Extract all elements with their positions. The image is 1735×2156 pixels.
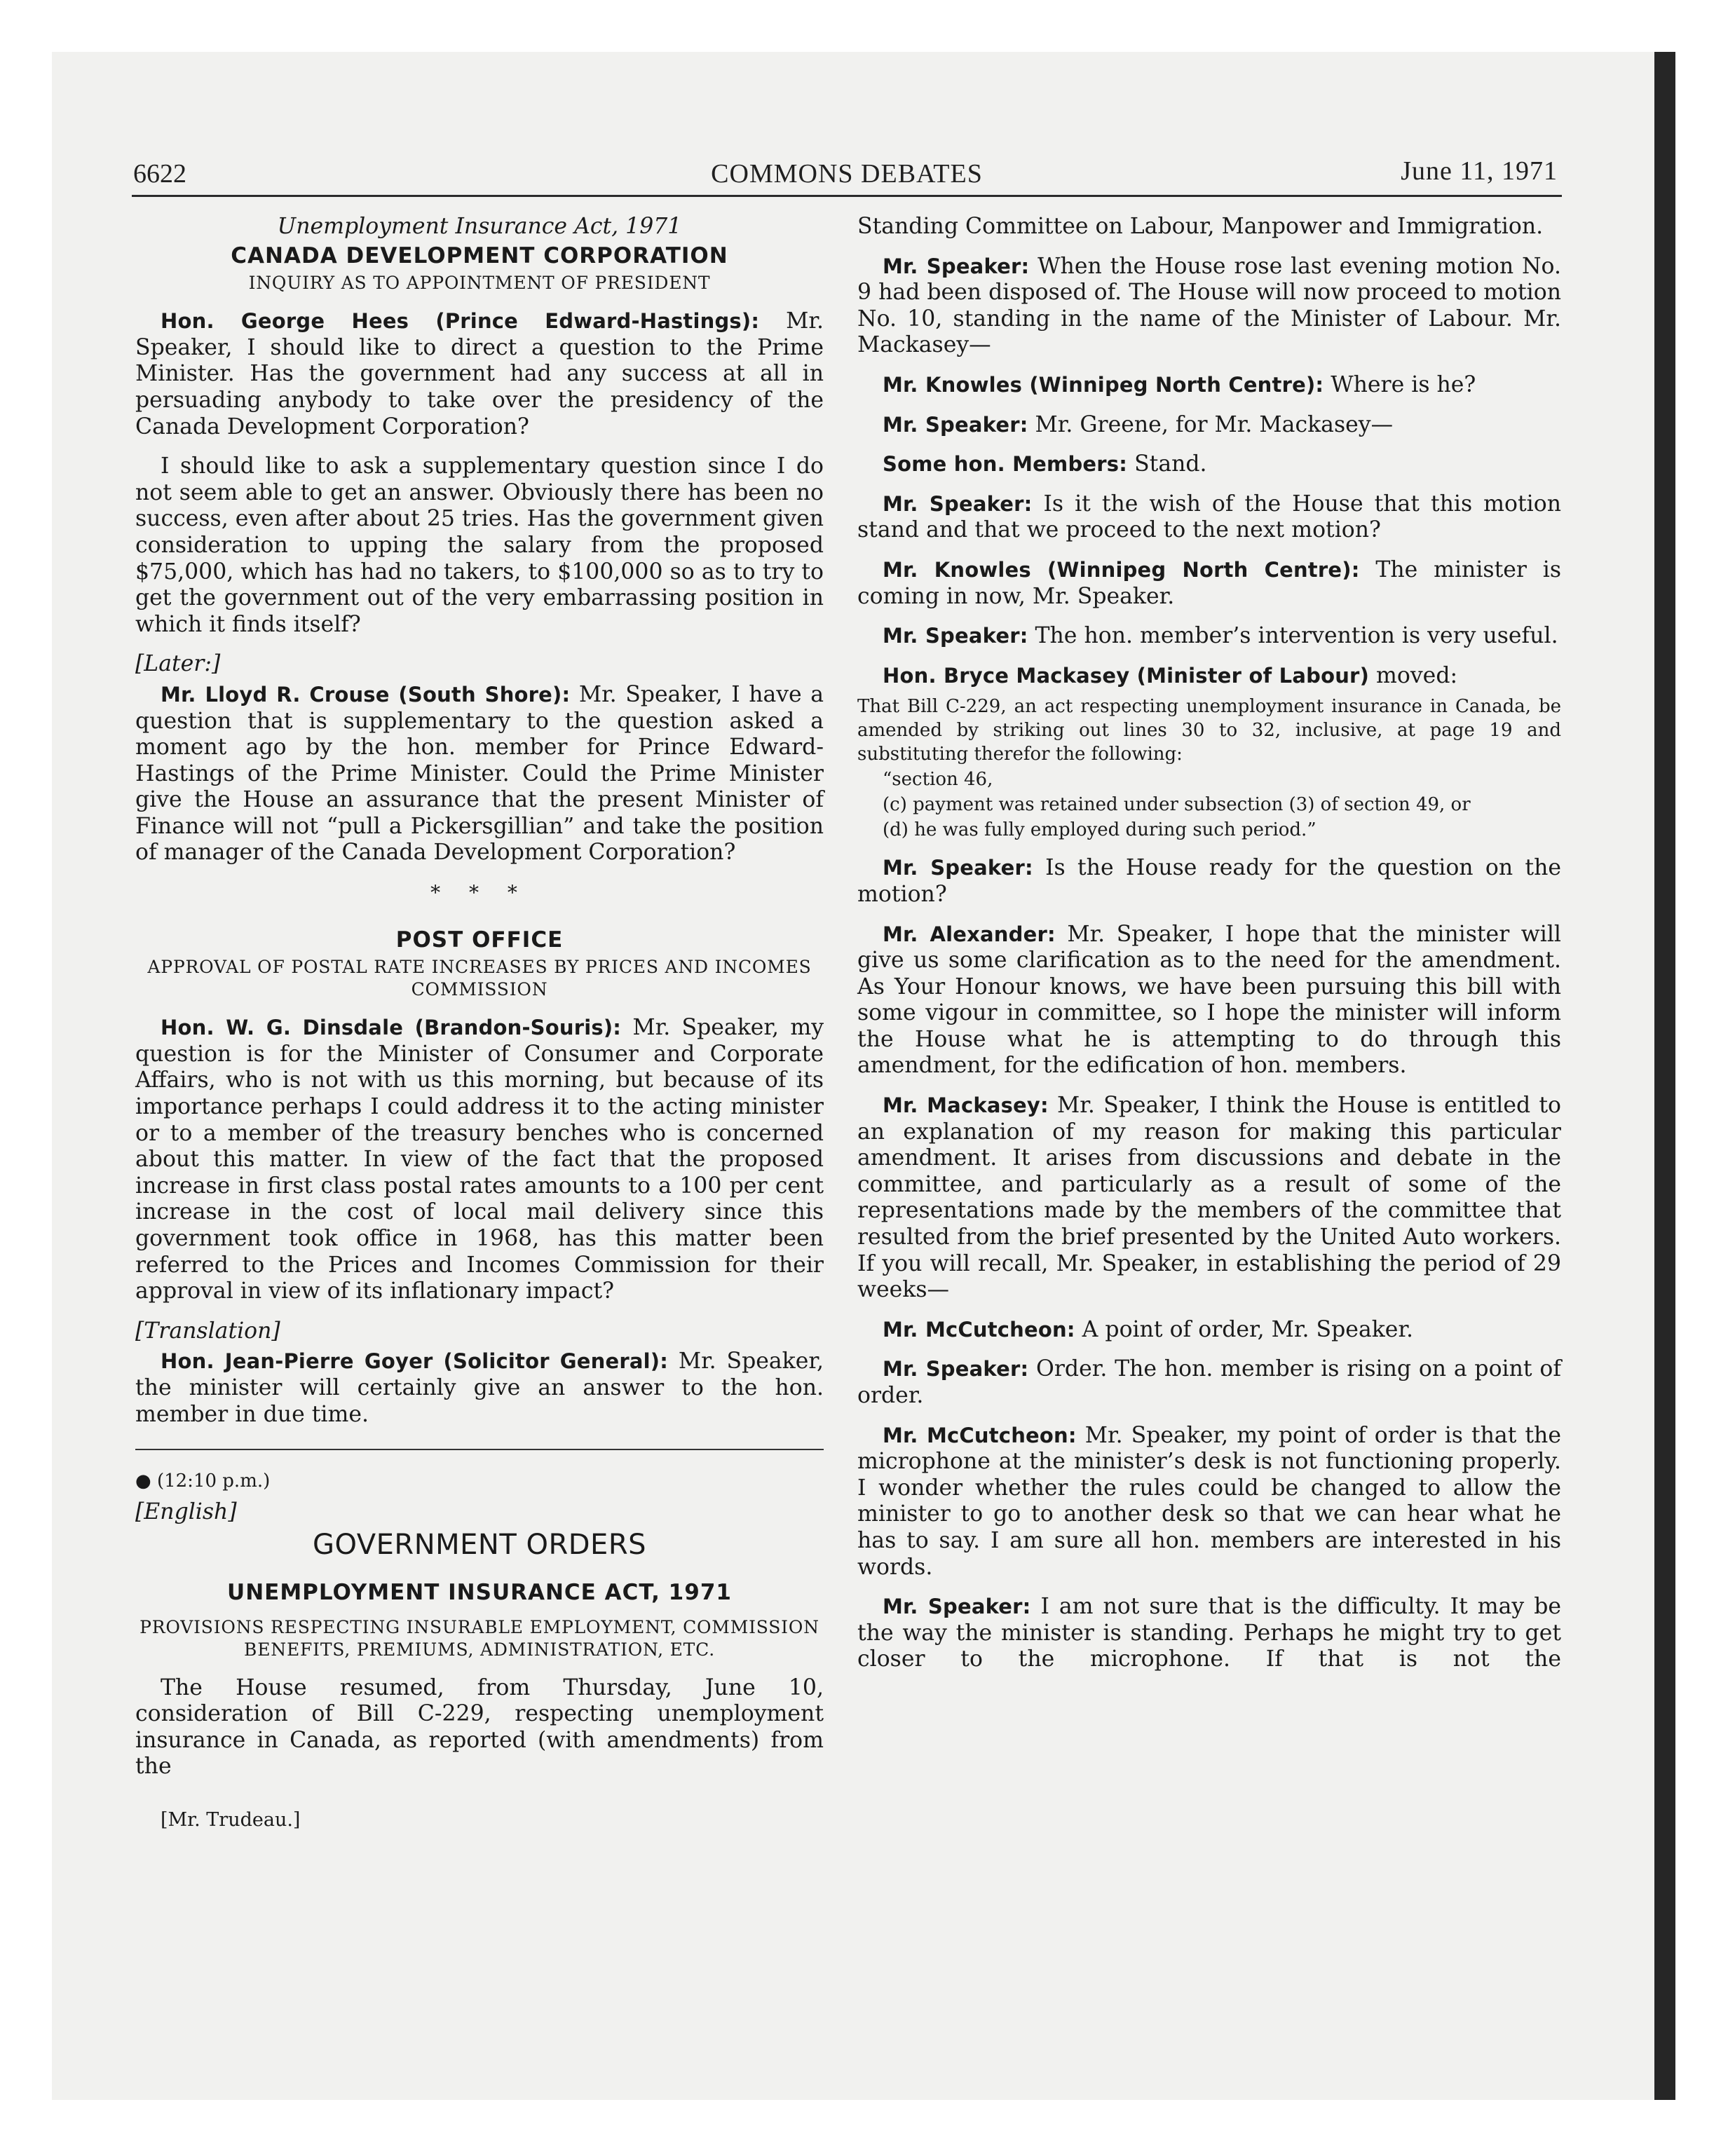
speaker-name: Mr. McCutcheon: <box>883 1423 1077 1447</box>
speech-knowles-1 <box>857 372 1561 399</box>
page-date: June 11, 1971 <box>1401 156 1558 186</box>
speech-alexander <box>857 922 1561 1080</box>
speaker-name: Mr. Knowles (Winnipeg North Centre): <box>883 557 1360 582</box>
section-divider <box>135 1449 824 1450</box>
speech-text: Mr. Speaker, the minister will certainly give an answer to the hon. member in due time. <box>135 1349 824 1427</box>
speaker-name: Hon. W. G. Dinsdale (Brandon-Souris): <box>161 1016 622 1040</box>
speech-speaker-3 <box>857 491 1561 544</box>
speech-mackasey <box>857 1093 1561 1304</box>
bill-subtitle: PROVISIONS RESPECTING INSURABLE EMPLOYMENT, COMMISSION BENEFITS, PREMIUMS, ADMINISTRATION, ETC. <box>140 1616 819 1660</box>
speech-goyer <box>135 1349 824 1428</box>
continued-text: Standing Committee on Labour, Manpower and Immigration. <box>857 214 1544 239</box>
english-marker: [English] <box>135 1499 237 1524</box>
speech-mccutcheon-2 <box>857 1423 1561 1581</box>
speaker-name: Mr. Knowles (Winnipeg North Centre): <box>883 372 1324 397</box>
speech-text: I am not sure that is the difficulty. It may be the way the minister is standing. Perhaps he might try to get closer to the microphone. If that is not the <box>857 1594 1561 1672</box>
speech-knowles-2 <box>857 557 1561 610</box>
proceedings-resumed: The House resumed, from Thursday, June 10, consideration of Bill C-229, respecting unemployment insurance in Canada, as reported (with amendments) from the <box>135 1674 824 1780</box>
speech-mackasey-motion <box>857 663 1561 690</box>
speech-speaker-5 <box>857 855 1561 908</box>
speech-text: The minister is coming in now, Mr. Speaker. <box>857 557 1562 609</box>
speech-speaker-1 <box>857 254 1561 359</box>
speech-speaker-6 <box>857 1356 1561 1409</box>
right-column <box>857 214 1561 1686</box>
speech-text: Stand. <box>1127 451 1207 477</box>
section-subtitle-cdc: INQUIRY AS TO APPOINTMENT OF PRESIDENT <box>248 273 711 294</box>
footer-note: [Mr. Trudeau.] <box>161 1808 301 1831</box>
page-number: 6622 <box>133 159 186 189</box>
section-subtitle-postal-rates: APPROVAL OF POSTAL RATE INCREASES BY PRICES AND INCOMES COMMISSION <box>147 957 812 1000</box>
speaker-name: Some hon. Members: <box>883 452 1128 477</box>
speech-crouse <box>135 682 824 866</box>
motion-quote-line: “section 46, <box>883 769 993 791</box>
speech-speaker-4 <box>857 623 1561 650</box>
scan-edge-shadow <box>1654 52 1675 2100</box>
motion-text: That Bill C-229, an act respecting unemployment insurance in Canada, be amended by striking out lines 30 to 32, inclusive, at page 19 and substituting therefor the following: <box>857 696 1561 765</box>
speech-text: Mr. Speaker, my question is for the Minister of Consumer and Corporate Affairs, who is not with us this morning, but because of its importance perhaps I could address it to the acting minister or to a member of the treasury benches who is concerned about this matter. In view of the fact that the proposed increase in first class postal rates amounts to a 100 per cent increase in the cost of local mail delivery since this government took office in 1968, has this matter been referred to the Prices and Incomes Commission for their approval in view of its inflationary impact? <box>135 1015 824 1304</box>
publication-title: COMMONS DEBATES <box>711 159 983 189</box>
speech-text: Mr. Speaker, I have a question that is supplementary to the question asked a moment ago by the hon. member for Prince Edward-Hastings of the Prime Minister. Could the Prime Minister give the House an assurance that the present Minister of Finance will not “pull a Pickersgillian” and take the position of manager of the Canada Development Corporation? <box>135 681 824 866</box>
page-header <box>132 156 1562 197</box>
speech-speaker-2 <box>857 412 1561 439</box>
running-head: Unemployment Insurance Act, 1971 <box>277 214 682 239</box>
speaker-name: Mr. Lloyd R. Crouse (South Shore): <box>161 682 571 707</box>
speaker-name: Mr. Alexander: <box>883 922 1056 946</box>
later-marker: [Later:] <box>135 651 221 677</box>
speaker-name: Mr. Speaker: <box>883 1595 1031 1619</box>
speaker-name: Mr. Speaker: <box>883 412 1028 437</box>
speech-text: Mr. Speaker, I hope that the minister will give us some clarification as to the need for the amendment. As Your Honour knows, we have been pursuing this bill with some vigour in committee, so I hope the minister will inform the House what he is attempting to do through this amendment, for the edification of hon. members. <box>857 921 1561 1079</box>
speech-speaker-7 <box>857 1594 1561 1673</box>
speaker-name: Mr. Speaker: <box>883 491 1033 516</box>
speech-text: Is it the wish of the House that this motion stand and that we proceed to the next motion? <box>857 491 1561 543</box>
speech-text: Order. The hon. member is rising on a point of order. <box>857 1356 1561 1408</box>
speech-hees-continued: I should like to ask a supplementary question since I do not seem able to get an answer. Obviously there has been no success, even after about 25 tries. Has the government given consideration to upping the salary from the proposed $75,000, which has had no takers, to $100,000 so as to try to get the government out of the very embarrassing position in which it finds itself? <box>135 453 824 637</box>
motion-quote-line: (d) he was fully employed during such period.” <box>883 819 1316 841</box>
speech-mccutcheon-1 <box>857 1317 1561 1344</box>
speech-dinsdale <box>135 1015 824 1305</box>
section-break-stars: * * * <box>430 881 529 905</box>
speech-text: Mr. Speaker, I think the House is entitled to an explanation of my reason for making this particular amendment. It arises from discussions and debate in the committee, and particularly as a result of some of the representations made by the members of the committee that resulted from the brief presented by the United Auto workers. If you will recall, Mr. Speaker, in establishing the period of 29 weeks— <box>857 1093 1561 1303</box>
section-title-post-office: POST OFFICE <box>395 927 564 953</box>
speaker-name: Hon. Bryce Mackasey (Minister of Labour) <box>883 663 1370 688</box>
speech-text: The hon. member’s intervention is very useful. <box>1028 623 1558 649</box>
section-title-cdc: CANADA DEVELOPMENT CORPORATION <box>231 243 728 268</box>
left-column <box>135 214 824 1834</box>
speech-text: A point of order, Mr. Speaker. <box>1075 1316 1414 1342</box>
speech-text: Mr. Speaker, my point of order is that the microphone at the minister’s desk is not functioning properly. I wonder whether the rules could be changed to allow the minister to go to another desk so that we can hear what he has to say. I am sure all hon. members are interested in his words. <box>857 1422 1561 1580</box>
speaker-name: Mr. Speaker: <box>883 254 1030 278</box>
speaker-name: Mr. Speaker: <box>883 1357 1029 1381</box>
speech-text: moved: <box>1369 662 1458 688</box>
speech-text: When the House rose last evening motion No. 9 had been disposed of. The House will now proceed to motion No. 10, standing in the name of the Minister of Labour. Mr. Mackasey— <box>857 253 1561 358</box>
speech-text: Mr. Greene, for Mr. Mackasey— <box>1028 411 1394 437</box>
speaker-name: Hon. George Hees (Prince Edward-Hastings): <box>161 309 760 334</box>
speaker-name: Mr. Speaker: <box>883 856 1033 880</box>
speaker-name: Hon. Jean-Pierre Goyer (Solicitor General): <box>161 1349 669 1374</box>
speech-hees <box>135 308 824 440</box>
section-title-government-orders: GOVERNMENT ORDERS <box>312 1529 647 1562</box>
translation-marker: [Translation] <box>135 1318 280 1344</box>
time-stamp: ● (12:10 p.m.) <box>135 1471 271 1492</box>
bill-title: UNEMPLOYMENT INSURANCE ACT, 1971 <box>227 1579 732 1605</box>
speech-text: Where is he? <box>1324 371 1476 397</box>
speech-text: Mr. Speaker, I should like to direct a question to the Prime Minister. Has the government had any success at all in persuading anybody to take over the presidency of the Canada Development Corporation? <box>135 308 824 439</box>
speaker-name: Mr. McCutcheon: <box>883 1317 1075 1342</box>
speaker-name: Mr. Speaker: <box>883 624 1028 648</box>
speaker-name: Mr. Mackasey: <box>883 1093 1049 1118</box>
speech-text: Is the House ready for the question on the motion? <box>857 855 1562 907</box>
motion-quote-line: (c) payment was retained under subsection (3) of section 49, or <box>883 794 1471 816</box>
speech-members <box>857 451 1561 478</box>
